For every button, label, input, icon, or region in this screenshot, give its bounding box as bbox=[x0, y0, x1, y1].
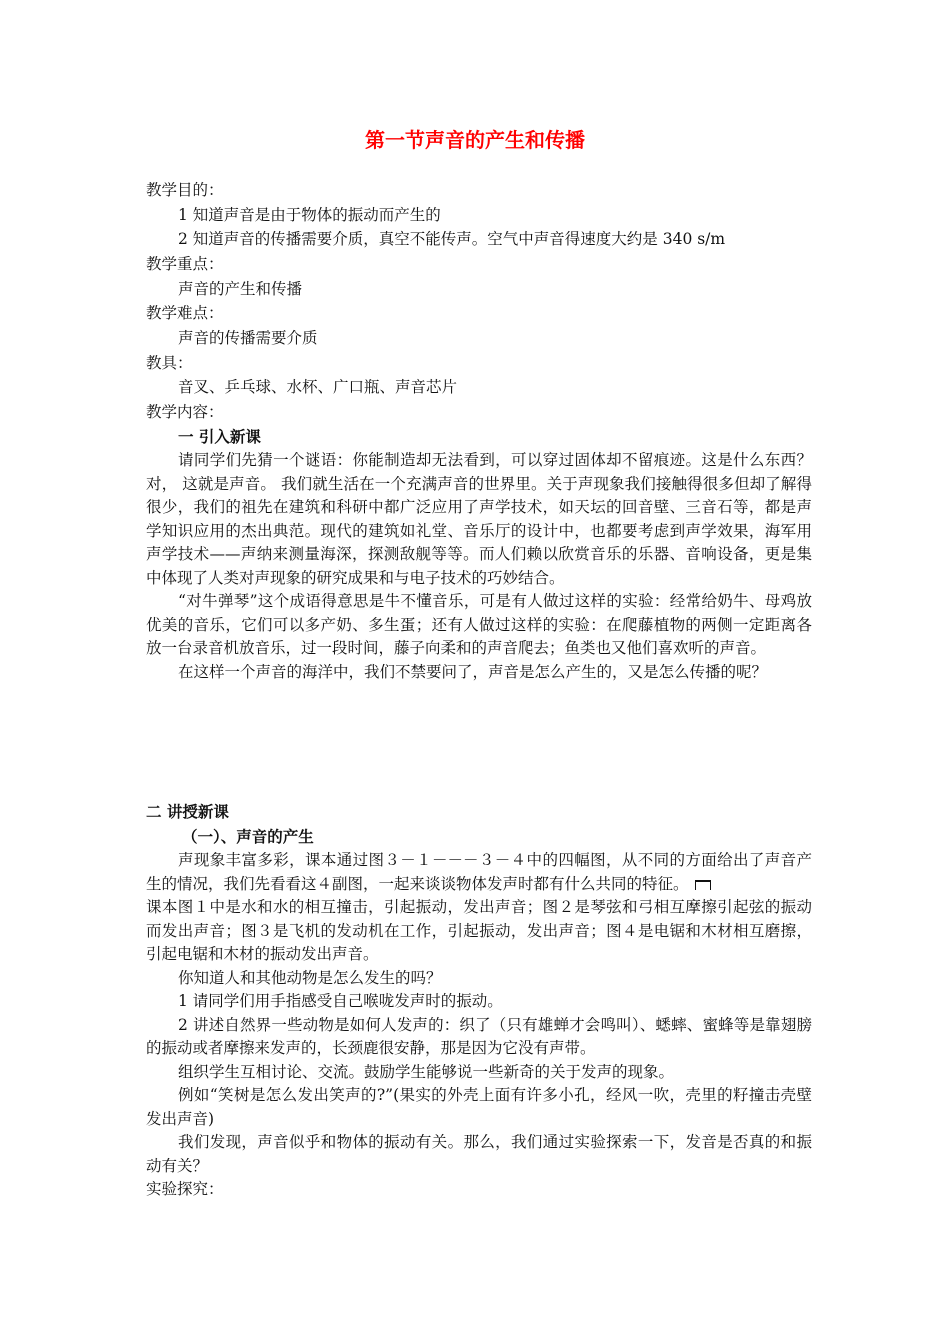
goal-label: 教学目的： bbox=[146, 181, 224, 199]
part2-subheading: （一）、声音的产生 bbox=[182, 828, 314, 846]
tools-text: 音叉、乒乓球、水杯、广口瓶、声音芯片 bbox=[178, 378, 458, 396]
part2-paragraph-8: 我们发现，声音似乎和物体的振动有关。那么，我们通过实验探索一下，发音是否真的和振动有关？ bbox=[146, 1133, 812, 1175]
key-point-text: 声音的产生和传播 bbox=[178, 280, 303, 298]
part2-heading: 二 讲授新课 bbox=[146, 803, 229, 821]
tools-label: 教具： bbox=[146, 354, 193, 372]
part1-paragraph-3: 在这样一个声音的海洋中，我们不禁要问了，声音是怎么产生的，又是怎么传播的呢？ bbox=[178, 662, 768, 681]
part2-paragraph-3: 你知道人和其他动物是怎么发生的吗？ bbox=[178, 968, 442, 987]
part2-paragraph-4: 1 请同学们用手指感受自己喉咙发声时的振动。 bbox=[178, 992, 503, 1010]
part1-heading: 一 引入新课 bbox=[178, 428, 261, 446]
part2-body bbox=[146, 849, 812, 1202]
difficulty-label: 教学难点： bbox=[146, 304, 224, 322]
part2-paragraph-1 bbox=[146, 849, 812, 896]
part2-paragraph-7: 例如“笑树是怎么发出笑声的?”(果实的外壳上面有许多小孔，经风一吹，壳里的籽撞击壳壁发出声音) bbox=[146, 1086, 812, 1128]
difficulty-text: 声音的传播需要介质 bbox=[178, 329, 318, 347]
part2-paragraph-5: 2 讲述自然界一些动物是如何人发声的：织了（只有雄蝉才会鸣叫）、蟋蟀、蜜蜂等是靠翅膀的振动或者摩擦来发声的，长颈鹿很安静，那是因为它没有声带。 bbox=[146, 1015, 812, 1057]
part1-body bbox=[146, 449, 812, 684]
part2-paragraph-2: 课本图１中是水和水的相互撞击，引起振动，发出声音；图２是琴弦和弓相互摩擦引起弦的振动而发出声音；图３是飞机的发动机在工作，引起振动，发出声音；图４是电锯和木材相互磨擦，引起电锯和木材的振动发出声音。 bbox=[146, 898, 812, 963]
part1-paragraph-2: “对牛弹琴”这个成语得意思是牛不懂音乐，可是有人做过这样的实验：经常给奶牛、母鸡放优美的音乐，它们可以多产奶、多生蛋；还有人做过这样的实验：在爬藤植物的两侧一定距离各放一台录音机放音乐，过一段时间，藤子向柔和的声音爬去；鱼类也又他们喜欢听的声音。 bbox=[146, 592, 812, 657]
experiment-label: 实验探究： bbox=[146, 1180, 224, 1198]
part1-paragraph-1: 请同学们先猜一个谜语：你能制造却无法看到，可以穿过固体却不留痕迹。这是什么东西？对， 这就是声音。 我们就生活在一个充满声音的世界里。关于声现象我们接触得很多但却了解得很少，我们的祖先在建筑和科研中都广泛应用了声学技术，如天坛的回音壁、三音石等，都是声学知识应用的杰出典范。现代的建筑如礼堂、音乐厅的设计中，也都要考虑到声学效果，海军用声学技术——声纳来测量海深，探测敌舰等等。而人们赖以欣赏音乐的乐器、音响设备，更是集中体现了人类对声现象的研究成果和与电子技术的巧妙结合。 bbox=[146, 451, 812, 587]
content-label: 教学内容： bbox=[146, 403, 224, 421]
part2-paragraph-6: 组织学生互相讨论、交流。鼓励学生能够说一些新奇的关于发声的现象。 bbox=[178, 1062, 675, 1081]
margin-mark-icon bbox=[695, 880, 711, 890]
goal-item-2: 2 知道声音的传播需要介质，真空不能传声。空气中声音得速度大约是 340 s/m bbox=[178, 230, 726, 248]
part2-paragraph-1-text: 声现象丰富多彩，课本通过图３－１－－－３－４中的四幅图，从不同的方面给出了声音产生的情况，我们先看看这４副图，一起来谈谈物体发声时都有什么共同的特征。 bbox=[146, 851, 812, 893]
key-point-label: 教学重点： bbox=[146, 255, 224, 273]
document-title: 第一节声音的产生和传播 bbox=[365, 128, 585, 152]
goal-item-1: 1 知道声音是由于物体的振动而产生的 bbox=[178, 206, 441, 224]
